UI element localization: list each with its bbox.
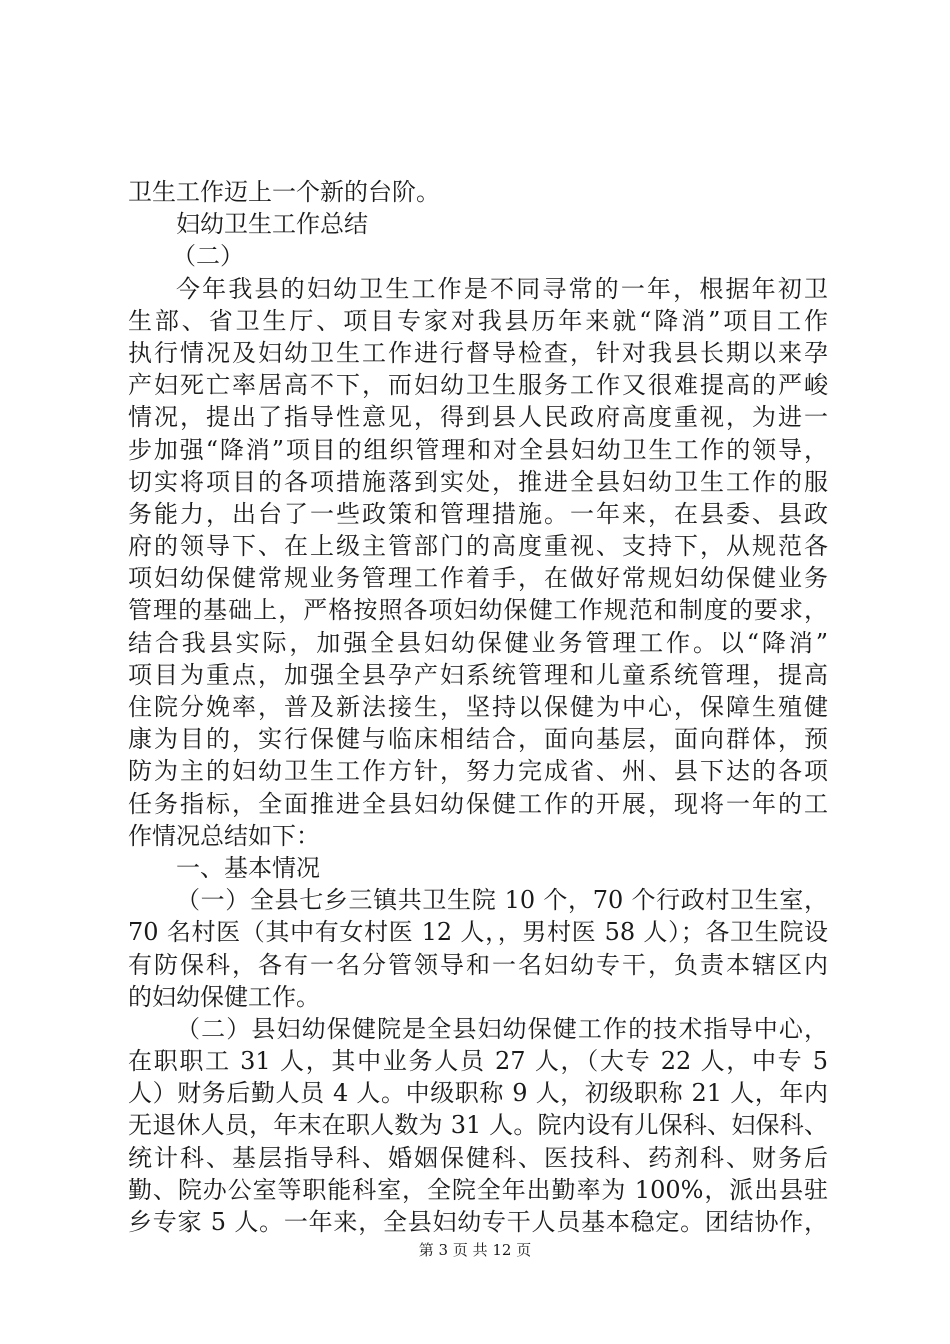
text-line: 勤、院办公室等职能科室，全院全年出勤率为 100%，派出县驻 (128, 1175, 828, 1204)
text-line: 防为主的妇幼卫生工作方针，努力完成省、州、县下达的各项 (128, 757, 828, 786)
text-line: 住院分娩率，普及新法接生，坚持以保健为中心，保障生殖健 (128, 693, 828, 721)
text-line: 产妇死亡率居高不下，而妇幼卫生服务工作又很难提高的严峻 (128, 371, 828, 400)
text-line: 务能力，出台了一些政策和管理措施。一年来，在县委、县政 (128, 499, 828, 528)
text-line: 70 名村医（其中有女村医 12 人，，男村医 58 人）；各卫生院设 (128, 918, 828, 947)
section-heading: 一、基本情况 (176, 853, 320, 882)
text-line: 康为目的，实行保健与临床相结合，面向基层，面向群体，预 (128, 725, 828, 754)
text-line: 有防保科，各有一名分管领导和一名妇幼专干，负责本辖区内 (128, 950, 828, 979)
text-line: 的妇幼保健工作。 (128, 982, 320, 1011)
text-line: 任务指标，全面推进全县妇幼保健工作的开展，现将一年的工 (128, 789, 828, 818)
text-line: 统计科、基层指导科、婚姻保健科、医技科、药剂科、财务后 (128, 1143, 828, 1172)
text-line: 情况，提出了指导性意见，得到县人民政府高度重视，为进一 (128, 403, 828, 432)
text-line: 作情况总结如下： (128, 821, 320, 850)
text-line: 乡专家 5 人。一年来，全县妇幼专干人员基本稳定。团结协作， (128, 1208, 828, 1236)
section-subtitle: （二） (172, 242, 244, 271)
text-line: （一）全县七乡三镇共卫生院 10 个，70 个行政村卫生室， (176, 886, 828, 915)
text-line: 项妇幼保健常规业务管理工作着手，在做好常规妇幼保健业务 (128, 564, 828, 593)
section-title: 妇幼卫生工作总结 (176, 210, 368, 239)
text-line: 步加强“降消”项目的组织管理和对全县妇幼卫生工作的领导， (128, 435, 828, 464)
text-line: 今年我县的妇幼卫生工作是不同寻常的一年，根据年初卫 (176, 274, 828, 303)
text-line: 在职职工 31 人，其中业务人员 27 人，（大专 22 人，中专 5 (128, 1047, 828, 1076)
text-line: 执行情况及妇幼卫生工作进行督导检查，针对我县长期以来孕 (128, 338, 828, 367)
text-line: （二）县妇幼保健院是全县妇幼保健工作的技术指导中心， (176, 1014, 828, 1043)
text-line: 卫生工作迈上一个新的台阶。 (128, 178, 440, 206)
text-line: 生部、省卫生厅、项目专家对我县历年来就“降消”项目工作 (128, 306, 828, 335)
page-number-footer: 第 3 页 共 12 页 (418, 1241, 532, 1259)
text-line: 人）财务后勤人员 4 人。中级职称 9 人，初级职称 21 人，年内 (128, 1079, 828, 1108)
text-line: 结合我县实际，加强全县妇幼保健业务管理工作。以“降消” (128, 628, 828, 657)
text-line: 管理的基础上，严格按照各项妇幼保健工作规范和制度的要求， (128, 596, 828, 625)
document-body (128, 176, 828, 1238)
text-line: 无退休人员，年末在职人数为 31 人。院内设有儿保科、妇保科、 (128, 1111, 828, 1140)
text-line: 项目为重点，加强全县孕产妇系统管理和儿童系统管理，提高 (128, 660, 828, 689)
text-line: 府的领导下、在上级主管部门的高度重视、支持下，从规范各 (128, 532, 828, 561)
text-line: 切实将项目的各项措施落到实处，推进全县妇幼卫生工作的服 (128, 467, 828, 496)
